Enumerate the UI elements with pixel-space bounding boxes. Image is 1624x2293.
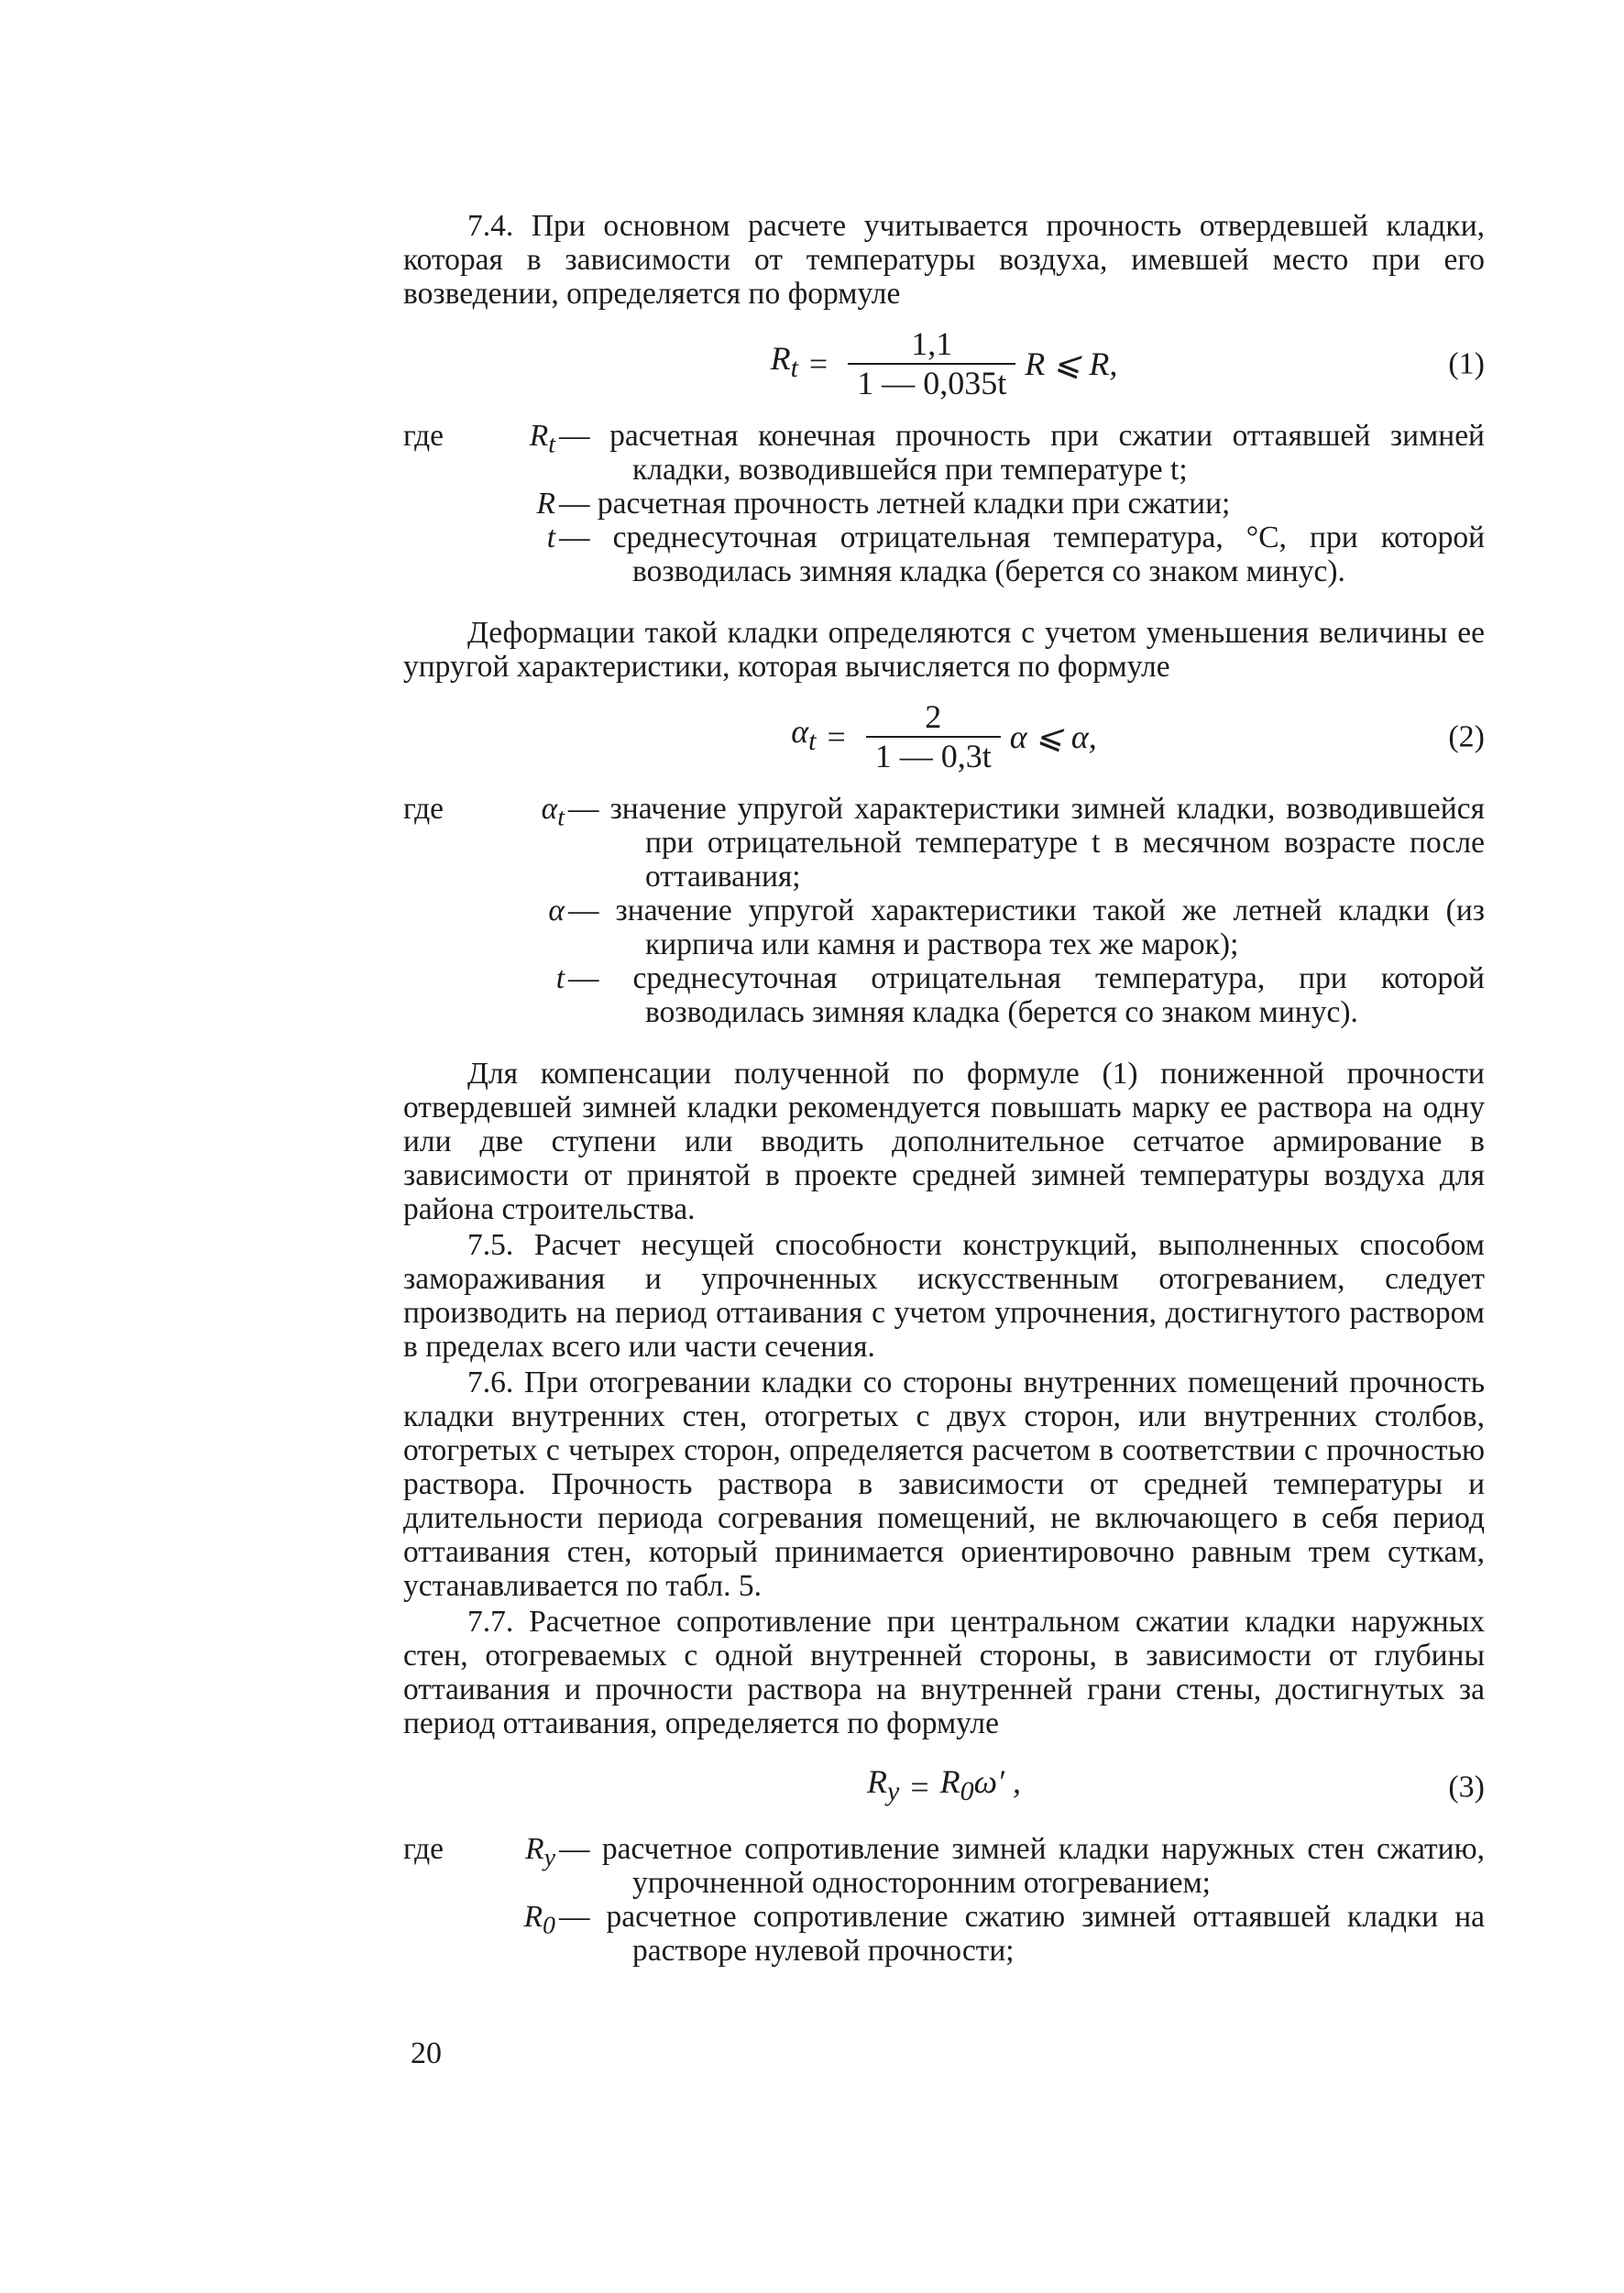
def-symbol: $R_y$ <box>525 1832 555 1872</box>
def-symbol: $R_0$ <box>523 1900 555 1940</box>
formula-1-rhs: R ⩽ R, <box>1025 345 1118 382</box>
formula-2-denominator: 1 — 0,3t <box>866 736 1001 773</box>
def-symbol: $R_t$ <box>529 419 555 459</box>
formula-2-fraction <box>866 700 1001 773</box>
formula-2-lhs: $\alpha_t$ <box>791 713 817 757</box>
formula-1-numerator: 1,1 <box>911 325 953 362</box>
formula-2-number: (2) <box>1448 719 1485 754</box>
paragraph-deformation: Деформации такой кладки определяются с учетом уменьшения величины ее упругой характеристики, которая вычисляется по формуле <box>403 616 1485 684</box>
paragraph-7-6: 7.6. При отогревании кладки со стороны внутренних помещений прочность кладки внутренних стен, отогретых с двух сторон, или внутренних столбов, отогретых с четырех сторон, определяется расчетом в соответствии с прочностью раствора. Прочность раствора в зависимости от средней температуры и длительности периода согревания помещений, не включающего в себя период оттаивания стен, который принимается ориентировочно равным трем суткам, устанавливается по табл. 5. <box>403 1366 1485 1603</box>
def-text: — значение упругой характеристики такой же летней кладки (из кирпича или камня и раствора тех же марок); <box>568 894 1485 961</box>
page-number: 20 <box>411 2036 442 2070</box>
def-text: — расчетная прочность летней кладки при сжатии; <box>559 487 1231 521</box>
formula-3-equals: = <box>910 1768 929 1805</box>
paragraph-compensation: Для компенсации полученной по формуле (1) пониженной прочности отвердевшей зимней кладки рекомендуется повышать марку ее раствора на одну или две ступени или вводить дополнительное сетчатое армирование в зависимости от принятой в проекте средней зимней температуры воздуха для района строительства. <box>403 1057 1485 1226</box>
formula-2 <box>403 693 1485 781</box>
def-symbol: $\alpha_t$ <box>541 792 565 832</box>
formula-3-rhs: $R_0\omega'$ , <box>939 1763 1021 1807</box>
formula-1-number: (1) <box>1448 346 1485 381</box>
formula-3-number: (3) <box>1448 1770 1485 1805</box>
def-symbol: α <box>548 894 565 927</box>
where-label: где <box>403 792 444 826</box>
def-symbol: R <box>536 487 555 521</box>
where-label: где <box>403 419 444 453</box>
formula-1-fraction <box>848 327 1015 400</box>
formula-2-numerator: 2 <box>925 698 942 735</box>
definitions-2 <box>403 792 1485 1029</box>
paragraph-7-4: 7.4. При основном расчете учитывается прочность отвердевшей кладки, которая в зависимости от температуры воздуха, имевшей место при его возведении, определяется по формуле <box>403 209 1485 311</box>
def-text: — среднесуточная отрицательная температура, при которой возводилась зимняя кладка (берется со знаком минус). <box>568 961 1485 1029</box>
formula-1 <box>403 320 1485 408</box>
where-label: где <box>403 1832 444 1866</box>
formula-3-lhs: $R_y$ <box>867 1763 900 1807</box>
def-text: — расчетная конечная прочность при сжатии оттаявшей зимней кладки, возводившейся при температуре t; <box>559 419 1485 487</box>
paragraph-7-5: 7.5. Расчет несущей способности конструкций, выполненных способом замораживания и упрочненных искусственным отогреванием, следует производить на период оттаивания с учетом упрочнения, достигнутого раствором в пределах всего или части сечения. <box>403 1228 1485 1364</box>
def-text: — расчетное сопротивление зимней кладки наружных стен сжатию, упрочненной односторонним отогреванием; <box>559 1832 1485 1900</box>
formula-1-equals: = <box>808 345 828 382</box>
document-page <box>403 209 1485 1968</box>
paragraph-7-7: 7.7. Расчетное сопротивление при центральном сжатии кладки наружных стен, отогреваемых с одной внутренней стороны, в зависимости от глубины оттаивания и прочности раствора на внутренней грани стены, достигнутых за период оттаивания, определяется по формуле <box>403 1605 1485 1740</box>
definitions-3 <box>403 1832 1485 1968</box>
formula-1-denominator: 1 — 0,035t <box>848 363 1015 400</box>
definitions-1 <box>403 419 1485 588</box>
formula-2-equals: = <box>827 718 846 755</box>
def-symbol: t <box>546 521 555 554</box>
def-text: — расчетное сопротивление сжатию зимней оттаявшей кладки на растворе нулевой прочности; <box>559 1900 1485 1968</box>
formula-2-rhs: α ⩽ α, <box>1009 718 1097 755</box>
formula-1-lhs: $R_t$ <box>770 340 798 384</box>
def-symbol: t <box>555 961 565 995</box>
def-text: — значение упругой характеристики зимней кладки, возводившейся при отрицательной температуре t в месячном возрасте после оттаивания; <box>568 792 1485 894</box>
formula-3 <box>403 1761 1485 1814</box>
def-text: — среднесуточная отрицательная температура, °С, при которой возводилась зимняя кладка (берется со знаком минус). <box>559 521 1485 588</box>
